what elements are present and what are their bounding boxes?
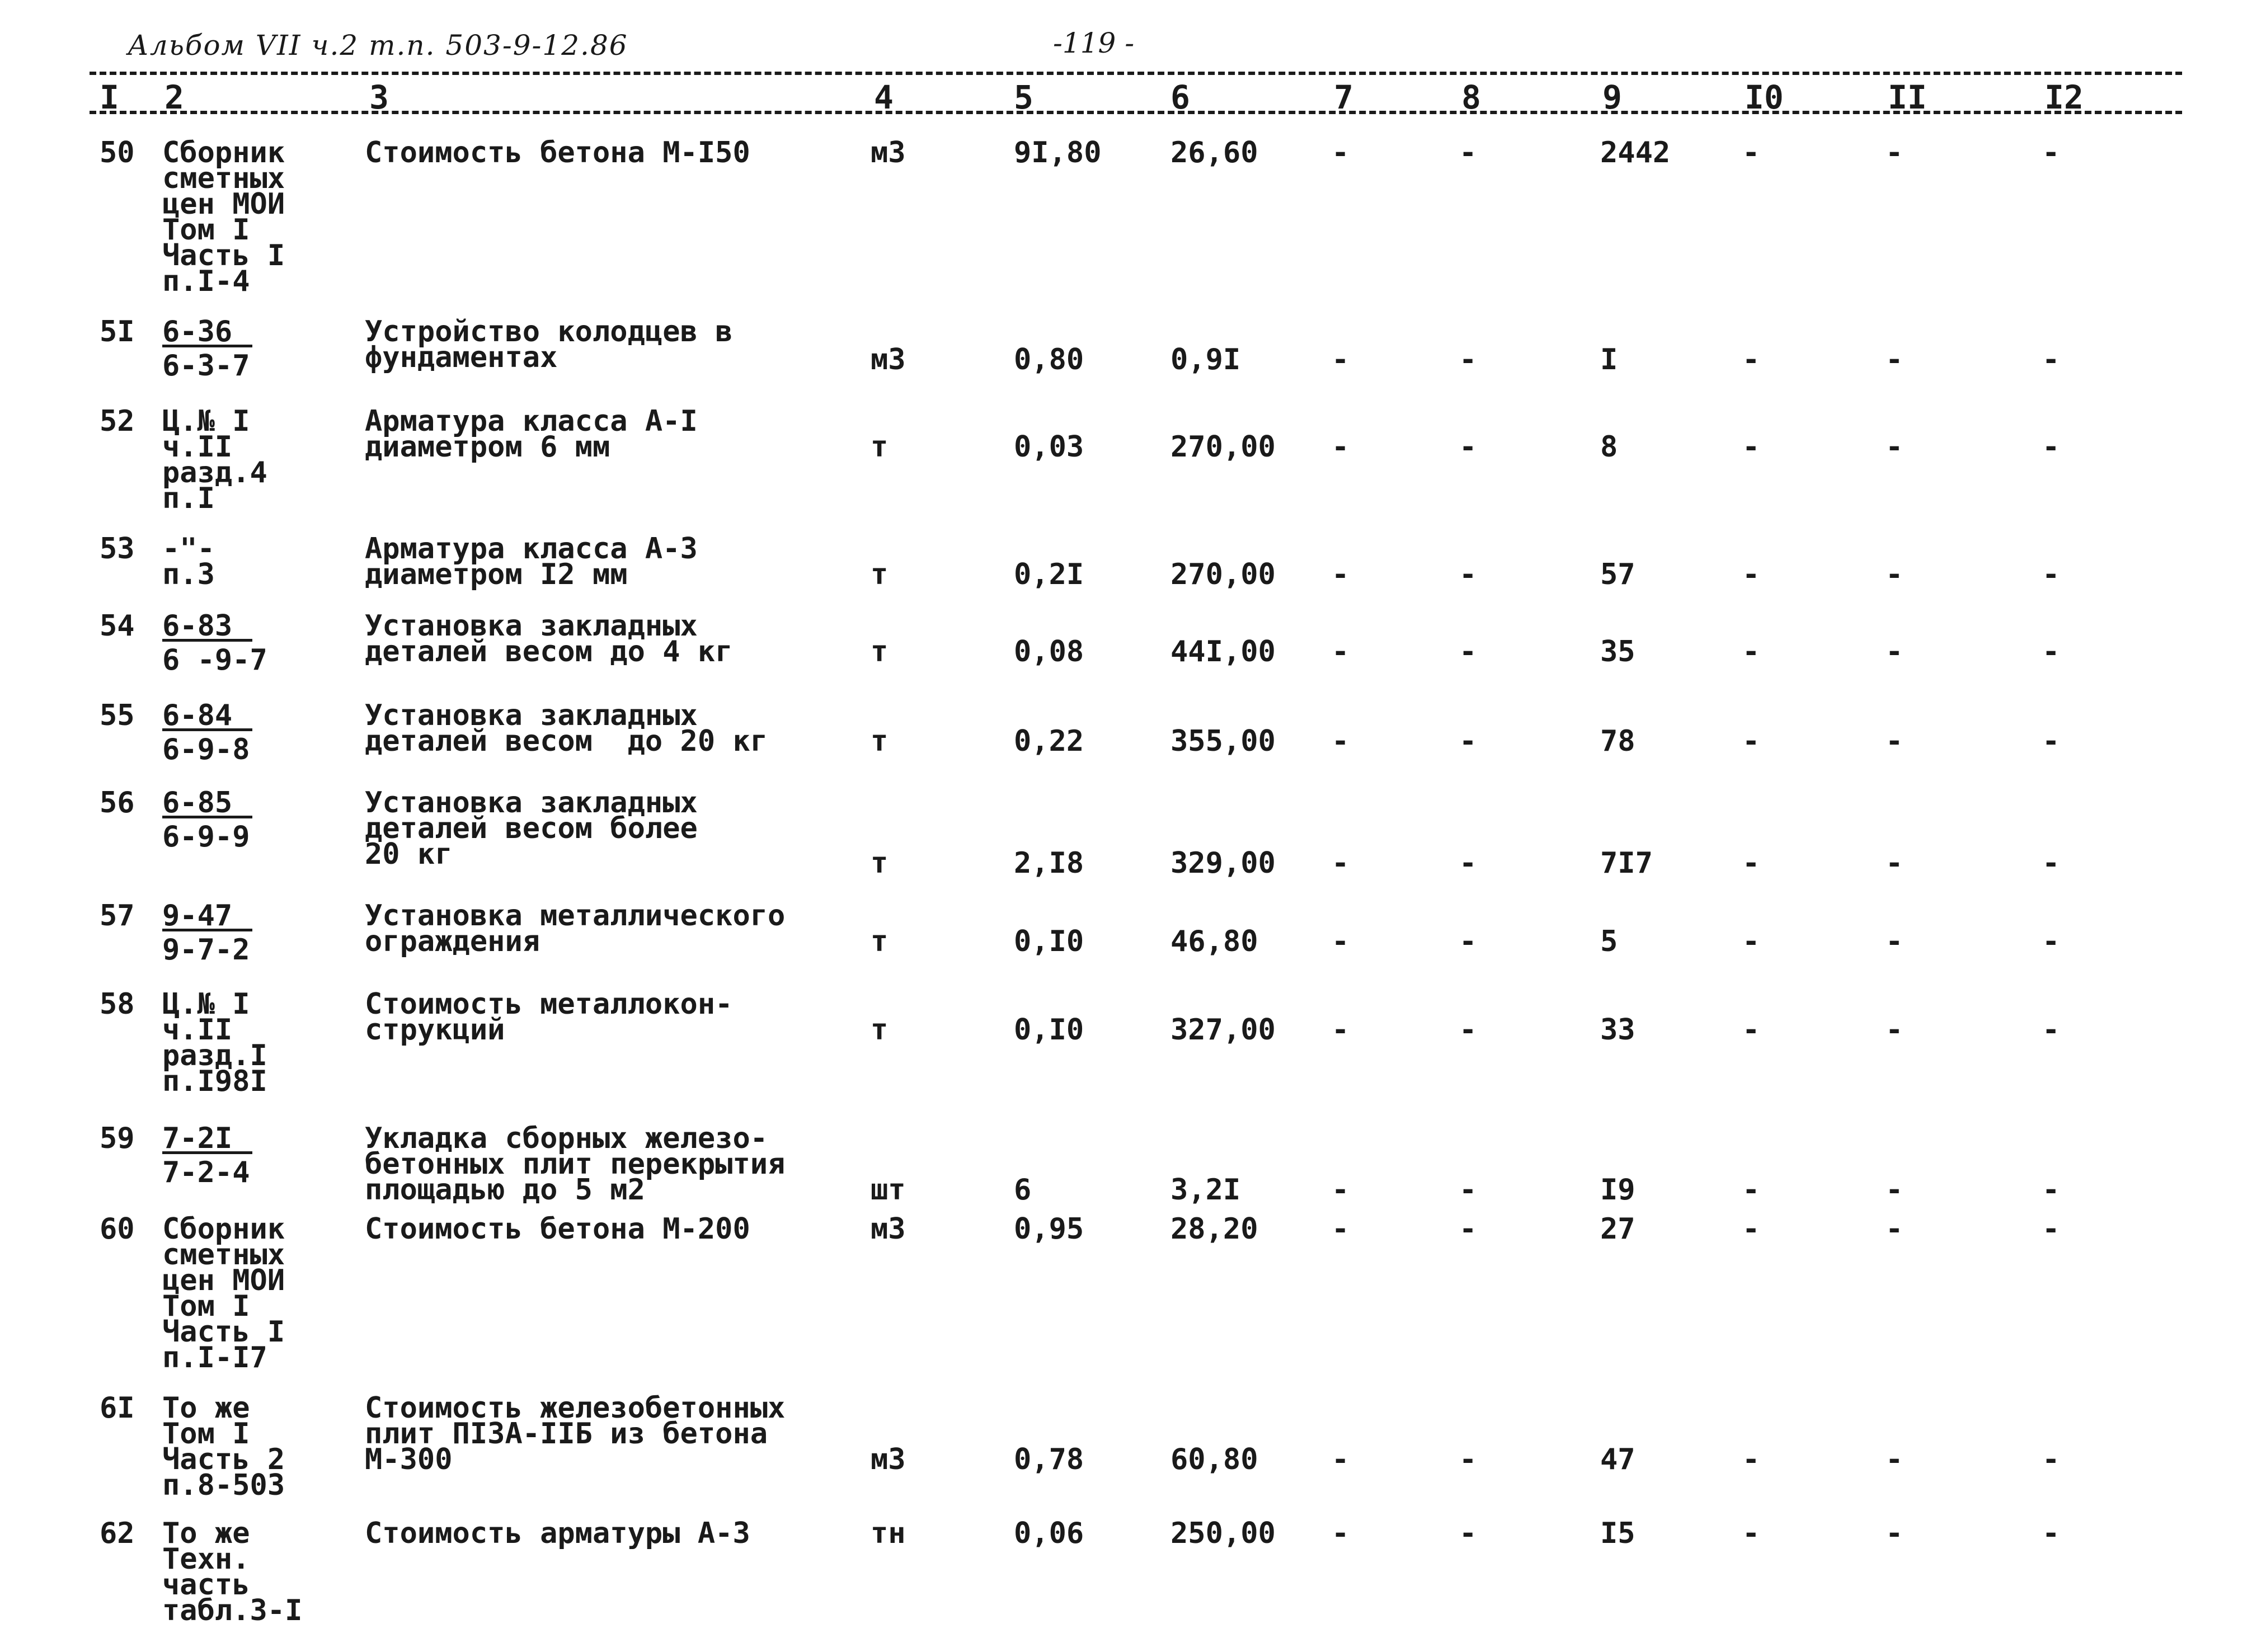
column-11-value: - <box>1886 1013 1903 1047</box>
column-10-value: - <box>1742 343 1760 376</box>
column-10-value: - <box>1742 558 1760 591</box>
total-cost: 78 <box>1600 724 1635 758</box>
norm-reference: -"- п.3 <box>162 532 215 591</box>
unit-price: 355,00 <box>1170 724 1276 758</box>
total-cost: 5 <box>1600 925 1618 958</box>
norm-reference: Ц.№ I ч.II разд.I п.I98I <box>162 987 267 1098</box>
unit-price: 327,00 <box>1170 1013 1276 1047</box>
column-11-value: - <box>1886 1173 1903 1207</box>
column-10-value: - <box>1742 1013 1760 1047</box>
column-12-value: - <box>2042 1212 2060 1246</box>
row-number: 6I <box>100 1391 135 1425</box>
column-12-value: - <box>2042 558 2060 591</box>
column-header-6: 6 <box>1170 78 1190 116</box>
column-7-value: - <box>1332 1517 1350 1550</box>
column-8-value: - <box>1459 558 1477 591</box>
norm-reference-numerator: 7-2I <box>162 1126 252 1154</box>
column-12-value: - <box>2042 925 2060 958</box>
norm-reference <box>162 786 252 854</box>
norm-reference <box>162 315 252 383</box>
column-11-value: - <box>1886 925 1903 958</box>
header-divider-top <box>90 72 2182 75</box>
column-12-value: - <box>2042 430 2060 464</box>
norm-reference: То же Техн. часть табл.3-I <box>162 1517 303 1627</box>
column-10-value: - <box>1742 430 1760 464</box>
unit: м3 <box>871 343 906 376</box>
norm-reference-numerator: 6-84 <box>162 703 252 731</box>
unit: м3 <box>871 1443 906 1476</box>
unit: т <box>871 430 889 464</box>
norm-reference-denominator: 7-2-4 <box>162 1156 250 1189</box>
norm-reference-denominator: 6 -9-7 <box>162 643 267 677</box>
row-number: 53 <box>100 532 135 566</box>
work-description: Арматура класса А-I диаметром 6 мм <box>365 404 698 464</box>
column-10-value: - <box>1742 635 1760 669</box>
column-header-11: II <box>1888 78 1927 116</box>
norm-reference-denominator: 9-7-2 <box>162 933 250 967</box>
column-10-value: - <box>1742 1212 1760 1246</box>
work-description: Арматура класса А-3 диаметром I2 мм <box>365 532 698 591</box>
unit-price: 26,60 <box>1170 136 1258 170</box>
column-12-value: - <box>2042 846 2060 880</box>
work-description: Стоимость бетона М-I50 <box>365 136 750 170</box>
column-7-value: - <box>1332 136 1350 170</box>
row-number: 54 <box>100 609 135 643</box>
norm-reference: Сборник сметных цен МОИ Том I Часть I п.I-4 <box>162 136 285 298</box>
quantity: 0,78 <box>1014 1443 1084 1476</box>
work-description: Укладка сборных железо- бетонных плит перекрытия площадью до 5 м2 <box>365 1122 786 1207</box>
column-7-value: - <box>1332 635 1350 669</box>
quantity: 0,06 <box>1014 1517 1084 1550</box>
unit: т <box>871 724 889 758</box>
unit-price: 270,00 <box>1170 558 1276 591</box>
unit: м3 <box>871 1212 906 1246</box>
norm-reference <box>162 609 267 677</box>
column-8-value: - <box>1459 846 1477 880</box>
unit-price: 270,00 <box>1170 430 1276 464</box>
norm-reference-numerator: 6-85 <box>162 790 252 818</box>
column-header-3: 3 <box>369 78 389 116</box>
total-cost: 2442 <box>1600 136 1671 170</box>
row-number: 58 <box>100 987 135 1021</box>
work-description: Стоимость бетона М-200 <box>365 1212 750 1246</box>
quantity: 0,I0 <box>1014 925 1084 958</box>
album-reference: Альбом VII ч.2 т.п. 503-9-12.86 <box>128 29 628 62</box>
column-12-value: - <box>2042 343 2060 376</box>
column-7-value: - <box>1332 1013 1350 1047</box>
column-10-value: - <box>1742 1173 1760 1207</box>
column-12-value: - <box>2042 136 2060 170</box>
column-8-value: - <box>1459 136 1477 170</box>
row-number: 55 <box>100 699 135 732</box>
column-8-value: - <box>1459 635 1477 669</box>
column-12-value: - <box>2042 1173 2060 1207</box>
work-description: Установка закладных деталей весом более 20 кг <box>365 786 698 871</box>
norm-reference: Ц.№ I ч.II разд.4 п.I <box>162 404 267 515</box>
quantity: 6 <box>1014 1173 1032 1207</box>
column-12-value: - <box>2042 1443 2060 1476</box>
column-11-value: - <box>1886 846 1903 880</box>
unit: тн <box>871 1517 906 1550</box>
column-header-7: 7 <box>1334 78 1353 116</box>
column-8-value: - <box>1459 343 1477 376</box>
column-11-value: - <box>1886 136 1903 170</box>
column-8-value: - <box>1459 1212 1477 1246</box>
column-11-value: - <box>1886 1517 1903 1550</box>
column-header-9: 9 <box>1602 78 1622 116</box>
quantity: 0,80 <box>1014 343 1084 376</box>
column-11-value: - <box>1886 1212 1903 1246</box>
norm-reference-denominator: 6-3-7 <box>162 349 250 383</box>
column-11-value: - <box>1886 430 1903 464</box>
column-header-12: I2 <box>2044 78 2084 116</box>
unit-price: 46,80 <box>1170 925 1258 958</box>
row-number: 59 <box>100 1122 135 1155</box>
column-12-value: - <box>2042 635 2060 669</box>
unit-price: 0,9I <box>1170 343 1241 376</box>
column-10-value: - <box>1742 846 1760 880</box>
work-description: Стоимость металлокон- струкций <box>365 987 733 1047</box>
column-7-value: - <box>1332 724 1350 758</box>
column-10-value: - <box>1742 1517 1760 1550</box>
norm-reference: Сборник сметных цен МОИ Том I Часть I п.I-I7 <box>162 1212 285 1375</box>
unit: т <box>871 1013 889 1047</box>
quantity: 0,08 <box>1014 635 1084 669</box>
unit: т <box>871 846 889 880</box>
column-11-value: - <box>1886 1443 1903 1476</box>
column-header-10: I0 <box>1745 78 1784 116</box>
work-description: Стоимость железобетонных плит ПI3А-IIБ из бетона М-300 <box>365 1391 786 1476</box>
column-10-value: - <box>1742 724 1760 758</box>
column-11-value: - <box>1886 724 1903 758</box>
unit: т <box>871 925 889 958</box>
quantity: 0,2I <box>1014 558 1084 591</box>
column-7-value: - <box>1332 925 1350 958</box>
column-8-value: - <box>1459 925 1477 958</box>
unit: шт <box>871 1173 906 1207</box>
total-cost: I5 <box>1600 1517 1635 1550</box>
total-cost: 57 <box>1600 558 1635 591</box>
column-10-value: - <box>1742 1443 1760 1476</box>
column-12-value: - <box>2042 1013 2060 1047</box>
row-number: 50 <box>100 136 135 170</box>
total-cost: 33 <box>1600 1013 1635 1047</box>
unit: м3 <box>871 136 906 170</box>
row-number: 52 <box>100 404 135 438</box>
row-number: 56 <box>100 786 135 820</box>
norm-reference-numerator: 6-36 <box>162 319 252 347</box>
total-cost: 27 <box>1600 1212 1635 1246</box>
norm-reference <box>162 699 252 766</box>
norm-reference <box>162 1122 252 1189</box>
column-7-value: - <box>1332 430 1350 464</box>
column-7-value: - <box>1332 1443 1350 1476</box>
total-cost: 8 <box>1600 430 1618 464</box>
total-cost: 7I7 <box>1600 846 1653 880</box>
column-12-value: - <box>2042 724 2060 758</box>
quantity: 0,22 <box>1014 724 1084 758</box>
column-7-value: - <box>1332 1173 1350 1207</box>
column-11-value: - <box>1886 558 1903 591</box>
quantity: 0,03 <box>1014 430 1084 464</box>
quantity: 9I,80 <box>1014 136 1102 170</box>
quantity: 0,95 <box>1014 1212 1084 1246</box>
column-8-value: - <box>1459 1173 1477 1207</box>
column-7-value: - <box>1332 343 1350 376</box>
column-10-value: - <box>1742 136 1760 170</box>
total-cost: I9 <box>1600 1173 1635 1207</box>
work-description: Устройство колодцев в фундаментах <box>365 315 733 374</box>
unit-price: 250,00 <box>1170 1517 1276 1550</box>
unit: т <box>871 558 889 591</box>
norm-reference-numerator: 6-83 <box>162 613 252 642</box>
total-cost: I <box>1600 343 1618 376</box>
unit-price: 3,2I <box>1170 1173 1241 1207</box>
norm-reference-denominator: 6-9-8 <box>162 733 250 766</box>
unit-price: 28,20 <box>1170 1212 1258 1246</box>
norm-reference-numerator: 9-47 <box>162 903 252 931</box>
row-number: 5I <box>100 315 135 349</box>
quantity: 2,I8 <box>1014 846 1084 880</box>
column-8-value: - <box>1459 724 1477 758</box>
unit-price: 44I,00 <box>1170 635 1276 669</box>
column-header-1: I <box>100 78 119 116</box>
column-8-value: - <box>1459 430 1477 464</box>
header-divider-bottom <box>90 111 2182 114</box>
work-description: Установка закладных деталей весом до 4 кг <box>365 609 733 669</box>
norm-reference: То же Том I Часть 2 п.8-503 <box>162 1391 285 1502</box>
column-7-value: - <box>1332 558 1350 591</box>
row-number: 60 <box>100 1212 135 1246</box>
column-7-value: - <box>1332 1212 1350 1246</box>
norm-reference-denominator: 6-9-9 <box>162 820 250 854</box>
unit-price: 60,80 <box>1170 1443 1258 1476</box>
column-8-value: - <box>1459 1517 1477 1550</box>
column-header-5: 5 <box>1014 78 1033 116</box>
unit-price: 329,00 <box>1170 846 1276 880</box>
column-7-value: - <box>1332 846 1350 880</box>
page-number: -119 - <box>1053 27 1135 59</box>
column-11-value: - <box>1886 343 1903 376</box>
column-10-value: - <box>1742 925 1760 958</box>
work-description: Установка закладных деталей весом до 20 кг <box>365 699 768 758</box>
work-description: Стоимость арматуры А-3 <box>365 1517 750 1550</box>
column-12-value: - <box>2042 1517 2060 1550</box>
total-cost: 47 <box>1600 1443 1635 1476</box>
column-11-value: - <box>1886 635 1903 669</box>
norm-reference <box>162 899 252 967</box>
column-header-2: 2 <box>164 78 184 116</box>
total-cost: 35 <box>1600 635 1635 669</box>
quantity: 0,I0 <box>1014 1013 1084 1047</box>
work-description: Установка металлического ограждения <box>365 899 786 958</box>
column-header-8: 8 <box>1461 78 1481 116</box>
column-header-4: 4 <box>874 78 894 116</box>
row-number: 57 <box>100 899 135 933</box>
column-8-value: - <box>1459 1013 1477 1047</box>
unit: т <box>871 635 889 669</box>
row-number: 62 <box>100 1517 135 1550</box>
column-8-value: - <box>1459 1443 1477 1476</box>
